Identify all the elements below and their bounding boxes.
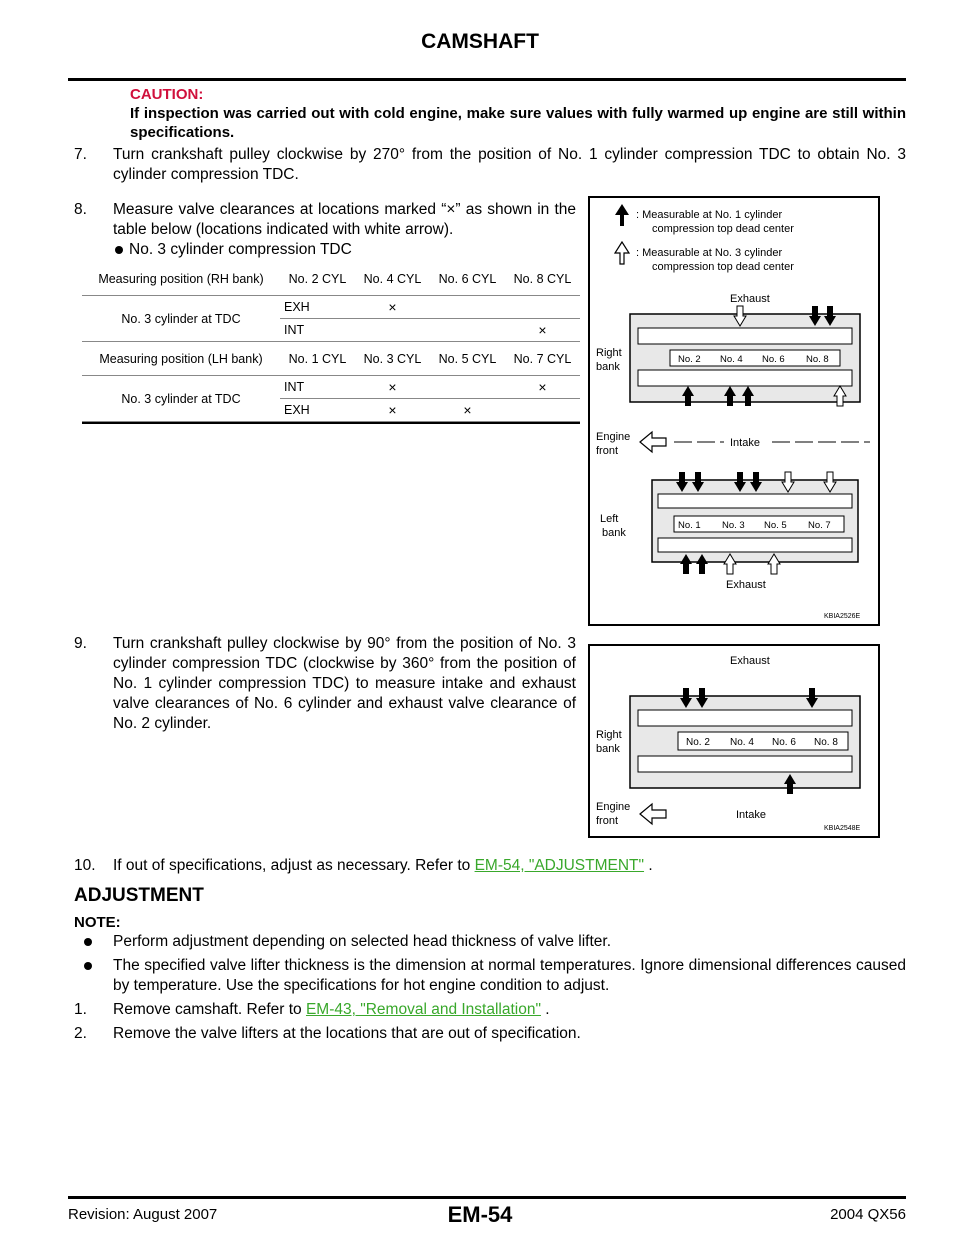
figure-2-drawing [590, 646, 878, 836]
adjust-step-2-number: 2. [74, 1025, 87, 1042]
step-9 [74, 634, 576, 734]
engine-front-label-2: front [596, 815, 619, 827]
table-cell: × [355, 399, 430, 422]
footer-revision: Revision: August 2007 [68, 1206, 218, 1223]
table-cell [430, 296, 505, 319]
rh-cyl-label: No. 4 [730, 737, 754, 748]
legend-2-line-2: compression top dead center [652, 261, 794, 273]
legend-1-line-2: compression top dead center [652, 223, 794, 235]
step-7-number: 7. [74, 146, 87, 163]
step-8-bullet [115, 240, 352, 260]
table-row [82, 296, 580, 319]
caution-label: CAUTION: [130, 86, 204, 103]
note-bullet-text: The specified valve lifter thickness is the dimension at normal temperatures. Ignore dimensional differences caused by temperature. Use the specifications for hot engine condition to adjust. [113, 957, 906, 994]
table-cell [430, 319, 505, 342]
right-bank-label-1: Right [596, 347, 622, 359]
footer-page-number: EM-54 [447, 1202, 513, 1227]
note-label: NOTE: [74, 914, 121, 931]
step-8-text: Measure valve clearances at locations marked “×” as shown in the table below (locations indicated with white arrow). [113, 201, 576, 238]
black-arrow-icon [615, 204, 629, 226]
step-10-post: . [644, 857, 653, 874]
exhaust-label-top: Exhaust [730, 293, 770, 305]
valve-label: EXH [280, 399, 355, 422]
rh-cyl-label: No. 8 [814, 737, 838, 748]
engine-front-label-2: front [596, 445, 619, 457]
table-cell: × [505, 319, 580, 342]
valve-label: INT [280, 319, 355, 342]
removal-installation-link[interactable]: EM-43, "Removal and Installation" [305, 1001, 541, 1018]
rh-header-row [82, 262, 580, 296]
figure-code: KBIA2548E [824, 825, 861, 832]
footer-rule [68, 1196, 906, 1199]
rh-cyl-label: No. 2 [686, 737, 710, 748]
left-bank-label-2: bank [602, 527, 626, 539]
left-bank-label-1: Left [600, 513, 619, 525]
header-rule [68, 78, 906, 81]
exhaust-label: Exhaust [730, 655, 770, 667]
figure-1-drawing [590, 198, 878, 624]
figure-kbia2548e [588, 644, 880, 838]
bullet-dot [115, 246, 123, 254]
rh-header-cell: No. 2 CYL [280, 262, 355, 296]
table-cell: × [355, 296, 430, 319]
valve-label: EXH [280, 296, 355, 319]
rh-cyl-label: No. 6 [762, 354, 785, 365]
legend-2-line-1: : Measurable at No. 3 cylinder [636, 247, 783, 259]
step-8 [74, 200, 576, 240]
step-7-text: Turn crankshaft pulley clockwise by 270° from the position of No. 1 cylinder compression TDC to obtain No. 3 cylinder compression TDC. [113, 146, 906, 183]
rh-header-cell: No. 8 CYL [505, 262, 580, 296]
right-bank-label-2: bank [596, 361, 620, 373]
rh-cyl-label: No. 4 [720, 354, 743, 365]
adjust-step-1-post: . [540, 1001, 550, 1018]
figure-kbia2526e [588, 196, 880, 626]
lh-cyl-label: No. 3 [722, 520, 745, 531]
engine-front-arrow-icon [640, 804, 666, 824]
table-cell: × [505, 376, 580, 399]
table-cell [430, 376, 505, 399]
lh-header-cell: No. 7 CYL [505, 342, 580, 376]
caution-text: If inspection was carried out with cold engine, make sure values with fully warmed up engine are still within specifications. [130, 105, 906, 141]
bullet-dot [84, 938, 92, 946]
page-title: CAMSHAFT [421, 30, 539, 53]
lh-header-cell: No. 3 CYL [355, 342, 430, 376]
adjust-step-2-text: Remove the valve lifters at the locations that are out of specification. [113, 1025, 581, 1042]
legend-1-line-1: : Measurable at No. 1 cylinder [636, 209, 783, 221]
table-cell [505, 399, 580, 422]
adjust-step-1 [74, 1000, 906, 1020]
engine-front-label-1: Engine [596, 801, 631, 813]
note-bullet [74, 932, 906, 952]
lh-header-cell: Measuring position (LH bank) [82, 342, 280, 376]
footer-model: 2004 QX56 [830, 1206, 906, 1223]
right-bank-label-1: Right [596, 729, 622, 741]
lh-cyl-label: No. 7 [808, 520, 831, 531]
rh-cyl-label: No. 2 [678, 354, 701, 365]
lh-row-label: No. 3 cylinder at TDC [82, 376, 280, 422]
step-10-number: 10. [74, 857, 96, 874]
rh-cyl-label: No. 6 [772, 737, 796, 748]
table-row [82, 376, 580, 399]
step-7 [74, 145, 906, 185]
adjustment-heading: ADJUSTMENT [74, 885, 204, 906]
rh-row-label: No. 3 cylinder at TDC [82, 296, 280, 342]
intake-label: Intake [736, 809, 766, 821]
lh-cyl-label: No. 1 [678, 520, 701, 531]
step-9-number: 9. [74, 635, 87, 652]
exhaust-label-bottom: Exhaust [726, 579, 766, 591]
lh-cyl-label: No. 5 [764, 520, 787, 531]
intake-label: Intake [730, 437, 760, 449]
adjustment-link[interactable]: EM-54, "ADJUSTMENT" [474, 857, 645, 874]
adjust-step-1-number: 1. [74, 1001, 87, 1018]
step-10 [74, 856, 906, 876]
step-10-pre: If out of specifications, adjust as necessary. Refer to [113, 857, 475, 874]
step-8-number: 8. [74, 201, 87, 218]
note-bullet-text: Perform adjustment depending on selected head thickness of valve lifter. [113, 933, 612, 950]
table-cell: × [430, 399, 505, 422]
table-cell [355, 319, 430, 342]
adjust-step-1-text [113, 1000, 906, 1020]
rh-header-cell: Measuring position (RH bank) [82, 262, 280, 296]
rh-header-cell: No. 6 CYL [430, 262, 505, 296]
step-10-text [113, 856, 906, 876]
adjust-step-1-pre: Remove camshaft. Refer to [113, 1001, 306, 1018]
valve-label: INT [280, 376, 355, 399]
valve-clearance-table [82, 262, 580, 424]
white-arrow-icon [615, 242, 629, 264]
note-bullet [74, 956, 906, 996]
rh-cyl-label: No. 8 [806, 354, 829, 365]
lh-header-cell: No. 1 CYL [280, 342, 355, 376]
table-cell [505, 296, 580, 319]
engine-front-label-1: Engine [596, 431, 631, 443]
step-9-text: Turn crankshaft pulley clockwise by 90° from the position of No. 3 cylinder compression TDC (clockwise by 360° from the position of No. 1 cylinder compression TDC) to measure intake and exhaust valve clearances of No. 6 cylinder and exhaust valve clearance of No. 2 cylinder. [113, 635, 576, 732]
engine-front-arrow-icon [640, 432, 666, 452]
right-bank-label-2: bank [596, 743, 620, 755]
bullet-dot [84, 962, 92, 970]
figure-code: KBIA2526E [824, 613, 861, 620]
step-8-bullet-text: No. 3 cylinder compression TDC [129, 241, 352, 258]
lh-header-cell: No. 5 CYL [430, 342, 505, 376]
adjust-step-2 [74, 1024, 906, 1044]
table-cell: × [355, 376, 430, 399]
rh-header-cell: No. 4 CYL [355, 262, 430, 296]
lh-header-row [82, 342, 580, 376]
